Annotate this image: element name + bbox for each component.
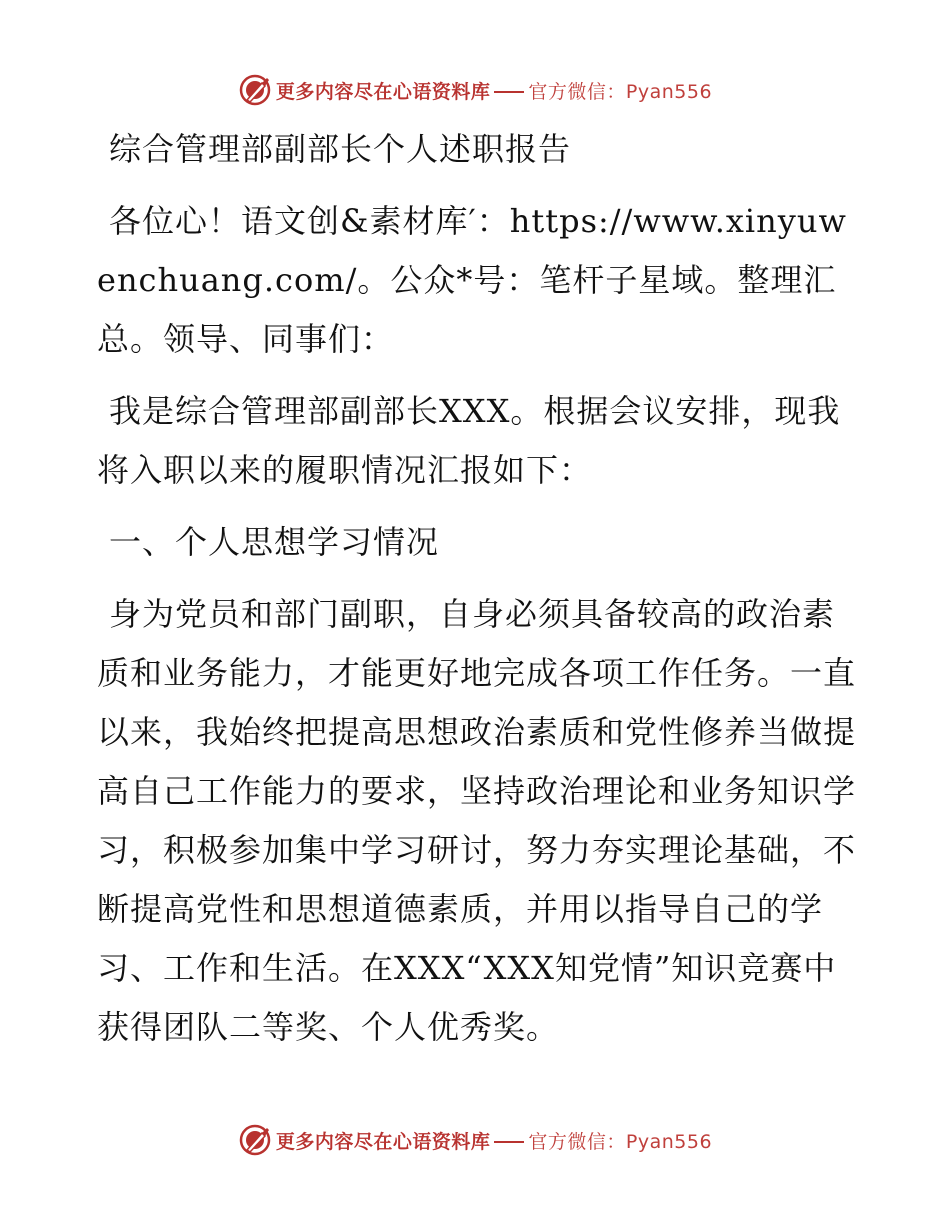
document-title: 综合管理部副部长个人述职报告 — [109, 130, 572, 168]
paragraph-body: 身为党员和部门副职，自身必须具备较高的政治素质和业务能力，才能更好地完成各项工作任务。一直以来，我始终把提高思想政治素质和党性修养当做提高自己工作能力的要求，坚持政治理论和业务知识学习，积极参加集中学习研讨，努力夯实理论基础，不断提高党性和思想道德素质，并用以指导自己的学习、工作和生活。在XXX“XXX知党情”知识竞赛中获得团队二等奖、个人优秀奖。 — [97, 595, 857, 1046]
banner-contact-text: 官方微信：Pyan556 — [528, 1130, 713, 1153]
paragraph-intro: 我是综合管理部副部长XXX。根据会议安排，现我将入职以来的履职情况汇报如下： — [97, 392, 841, 489]
banner-main-text: 更多内容尽在心语资料库 — [275, 80, 491, 103]
banner-main-text: 更多内容尽在心语资料库 — [275, 1130, 491, 1153]
banner-text — [276, 77, 712, 104]
banner-contact-text: 官方微信：Pyan556 — [528, 80, 713, 103]
header-banner — [0, 70, 950, 110]
pen-logo-icon — [238, 1123, 272, 1157]
paragraph-greeting: 各位心！语文创&素材库′：https://www.xinyuwenchuang.com/。公众*号：笔杆子星域。整理汇总。领导、同事们： — [97, 202, 847, 358]
banner-text — [276, 1127, 712, 1154]
banner-dash — [494, 91, 524, 93]
section-heading: 一、个人思想学习情况 — [109, 523, 440, 561]
pen-logo-icon — [238, 73, 272, 107]
banner-dash — [494, 1141, 524, 1143]
document-body — [97, 120, 857, 1070]
footer-banner — [0, 1120, 950, 1160]
